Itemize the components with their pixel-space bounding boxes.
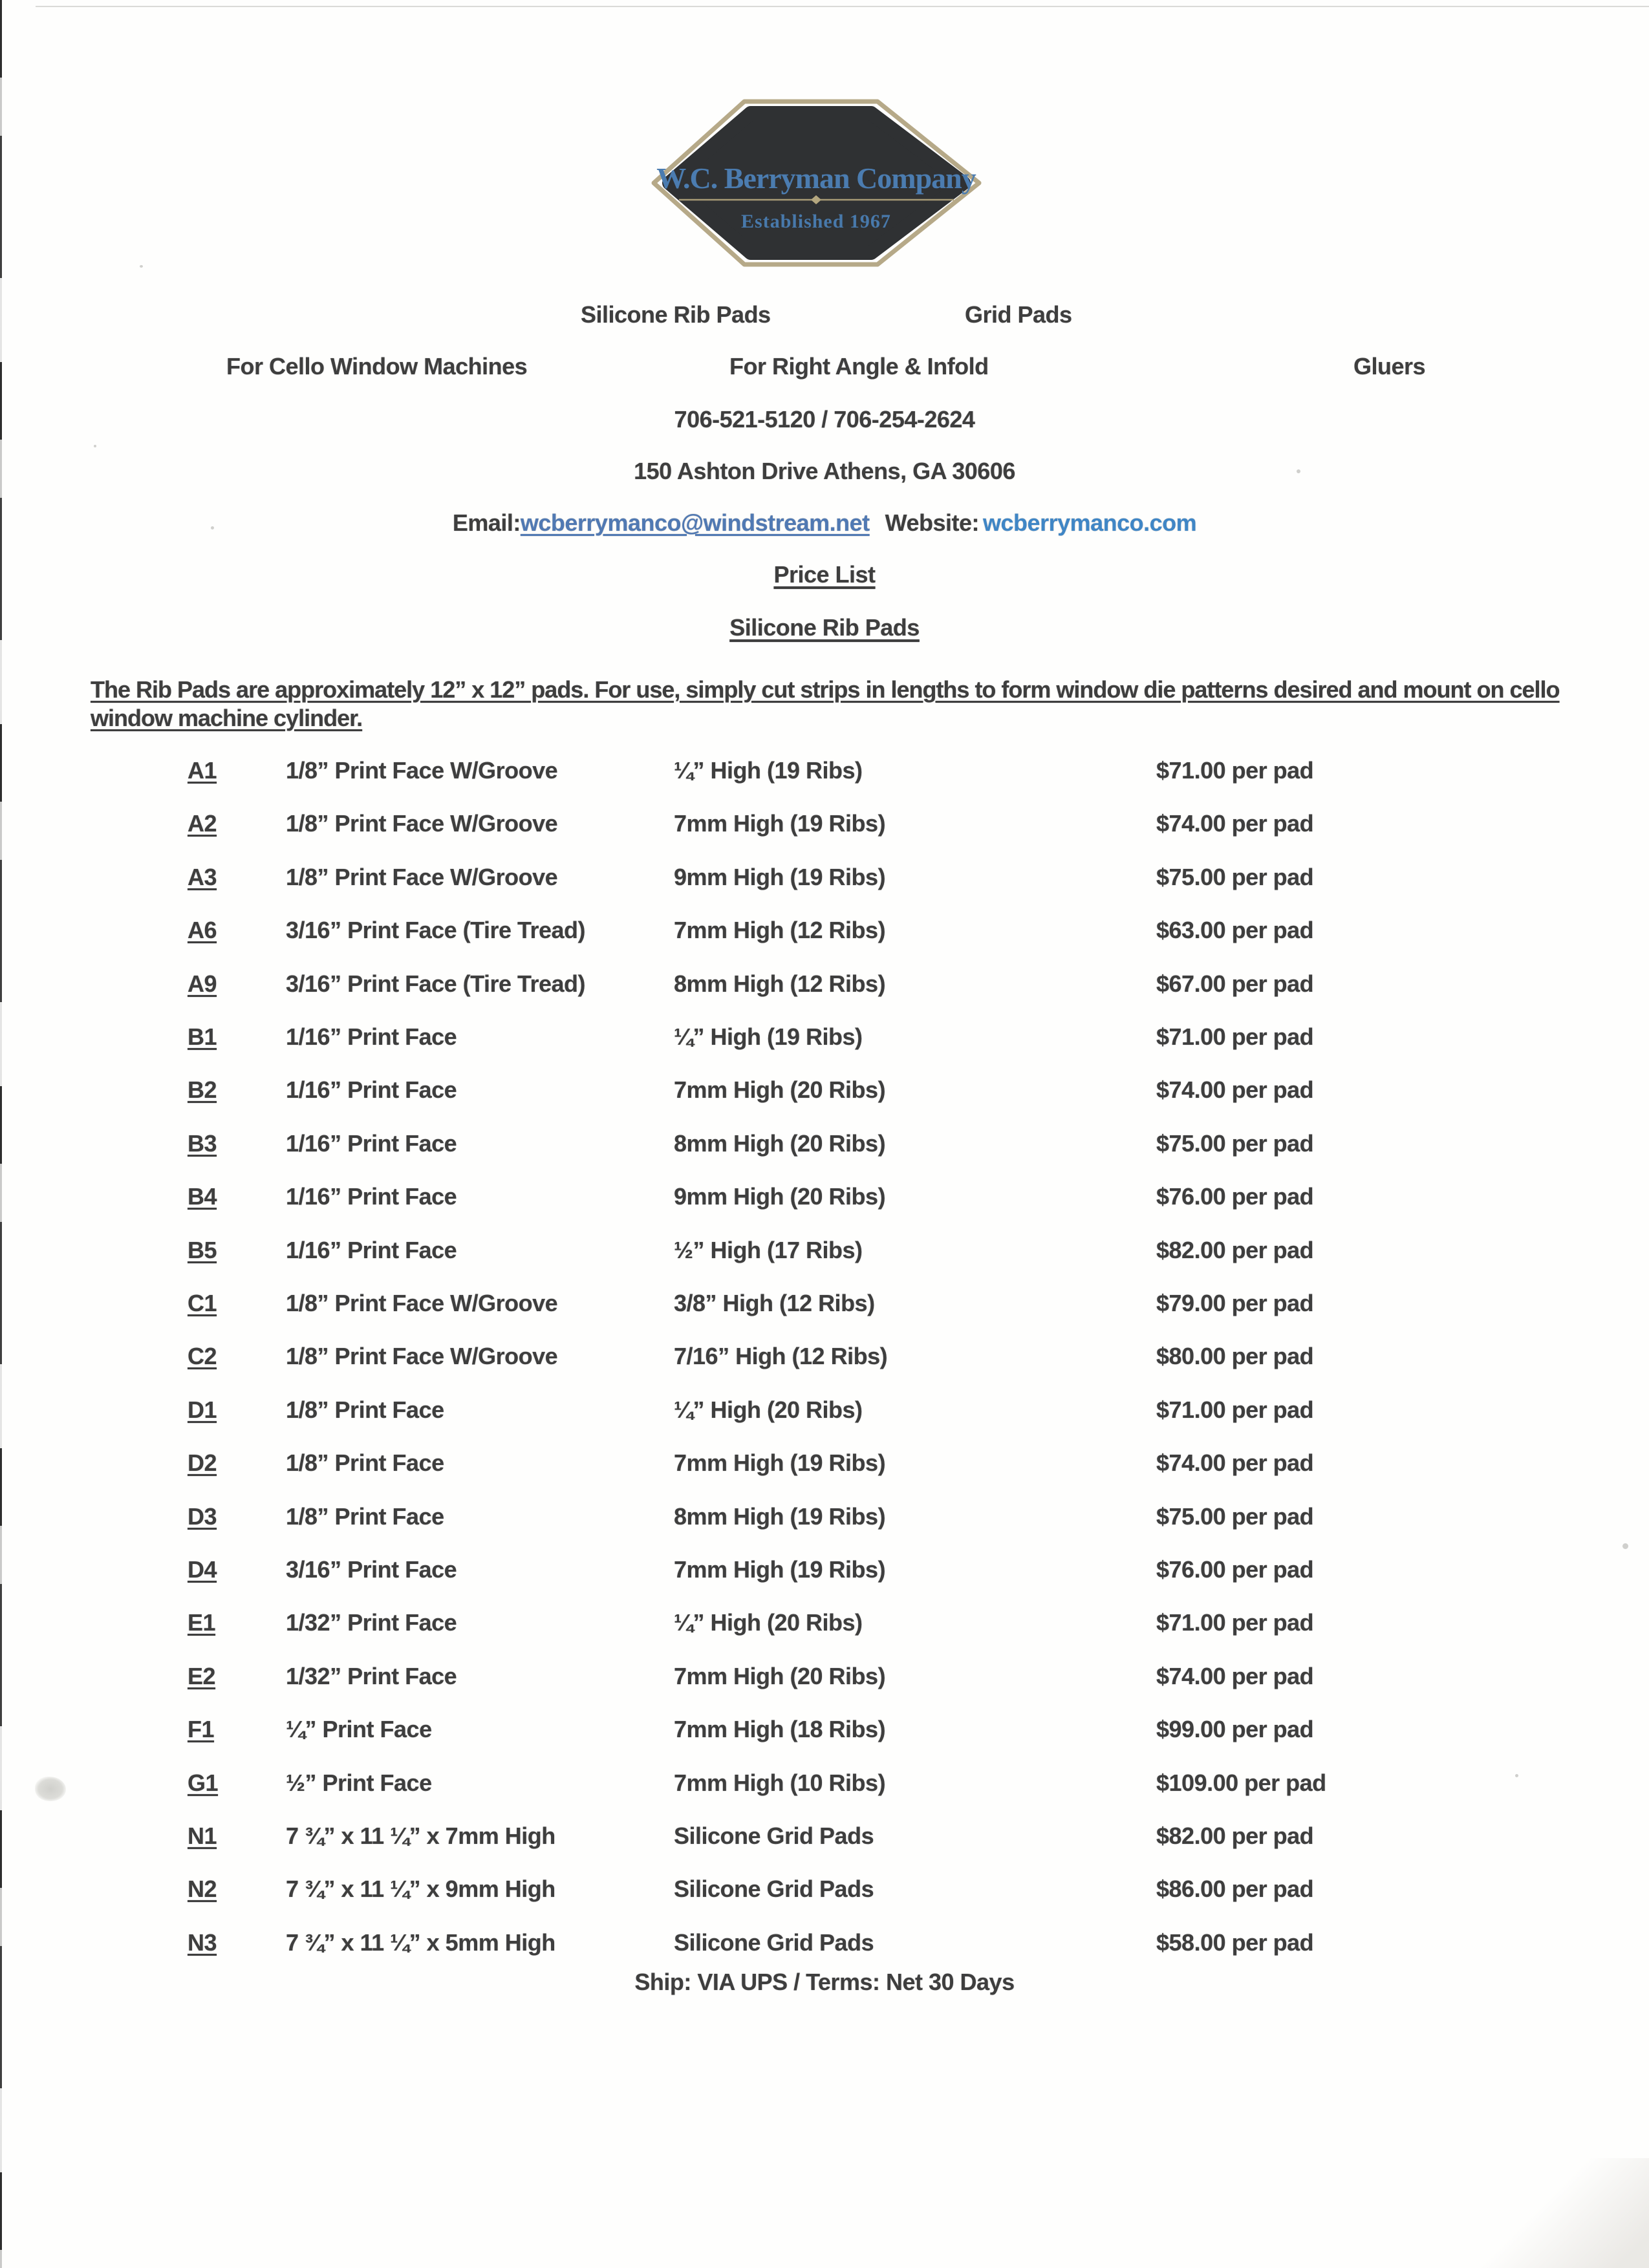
scanner-edge-top (36, 6, 1649, 7)
item-description: 1/8” Print Face (286, 1396, 444, 1423)
table-row (0, 1130, 1649, 1164)
item-price: $74.00 per pad (1156, 1663, 1314, 1689)
item-price: $67.00 per pad (1156, 970, 1314, 997)
section-heading: Silicone Rib Pads (729, 614, 920, 641)
table-row (0, 1450, 1649, 1483)
item-code: C2 (188, 1343, 217, 1369)
item-price: $74.00 per pad (1156, 810, 1314, 837)
item-code: D2 (188, 1450, 217, 1476)
table-row (0, 1396, 1649, 1430)
scan-speck (140, 265, 143, 268)
item-code: C1 (188, 1290, 217, 1316)
table-row (0, 970, 1649, 1004)
scan-speck (1622, 1543, 1628, 1549)
item-height: 9mm High (19 Ribs) (674, 864, 886, 890)
item-description: 1/16” Print Face (286, 1076, 457, 1103)
item-description: 7 ¾” x 11 ¼” x 9mm High (286, 1876, 555, 1902)
item-price: $82.00 per pad (1156, 1237, 1314, 1263)
website-label: Website: (885, 509, 980, 536)
shipping-terms: Ship: VIA UPS / Terms: Net 30 Days (634, 1969, 1015, 1995)
item-code: B3 (188, 1130, 217, 1157)
item-code: A6 (188, 917, 217, 943)
item-code: B2 (188, 1076, 217, 1103)
header-sub-left: For Cello Window Machines (226, 353, 528, 380)
item-description: 1/8” Print Face (286, 1503, 444, 1530)
item-price: $63.00 per pad (1156, 917, 1314, 943)
item-code: D3 (188, 1503, 217, 1530)
table-row (0, 1556, 1649, 1590)
header-product-left: Silicone Rib Pads (581, 301, 771, 328)
item-price: $86.00 per pad (1156, 1876, 1314, 1902)
intro-line-2: window machine cylinder. (91, 705, 363, 731)
item-description: ¼” Print Face (286, 1716, 432, 1742)
item-description: 3/16” Print Face (Tire Tread) (286, 917, 586, 943)
item-description: 7 ¾” x 11 ¼” x 7mm High (286, 1823, 555, 1849)
item-price: $71.00 per pad (1156, 1609, 1314, 1636)
item-height: ¼” High (19 Ribs) (674, 1023, 863, 1050)
item-description: 1/8” Print Face W/Groove (286, 864, 558, 890)
table-row (0, 810, 1649, 844)
item-code: B4 (188, 1183, 217, 1210)
phone-number: 706-521-5120 / 706-254-2624 (674, 406, 975, 433)
item-height: ½” High (17 Ribs) (674, 1237, 863, 1263)
item-height: ¼” High (20 Ribs) (674, 1396, 863, 1423)
item-description: 1/32” Print Face (286, 1609, 457, 1636)
item-price: $75.00 per pad (1156, 1130, 1314, 1157)
item-height: 7mm High (10 Ribs) (674, 1770, 886, 1796)
item-description: 1/8” Print Face W/Groove (286, 810, 558, 837)
item-code: E2 (188, 1663, 216, 1689)
item-code: N1 (188, 1823, 217, 1849)
item-price: $75.00 per pad (1156, 864, 1314, 890)
item-height: Silicone Grid Pads (674, 1929, 874, 1956)
intro-line-1: The Rib Pads are approximately 12” x 12” pads. For use, simply cut strips in lengths to form window die patterns desired and mount on cello (91, 676, 1560, 703)
item-height: 7mm High (20 Ribs) (674, 1663, 886, 1689)
item-description: 3/16” Print Face (286, 1556, 457, 1583)
item-height: 7mm High (18 Ribs) (674, 1716, 886, 1742)
item-price: $109.00 per pad (1156, 1770, 1326, 1796)
item-price: $71.00 per pad (1156, 757, 1314, 784)
item-code: B5 (188, 1237, 217, 1263)
item-code: A2 (188, 810, 217, 837)
item-height: 9mm High (20 Ribs) (674, 1183, 886, 1210)
email-label: Email: (452, 509, 521, 536)
item-description: 3/16” Print Face (Tire Tread) (286, 970, 586, 997)
item-code: A1 (188, 757, 217, 784)
table-row (0, 1183, 1649, 1217)
table-row (0, 917, 1649, 950)
item-height: Silicone Grid Pads (674, 1876, 874, 1902)
item-price: $74.00 per pad (1156, 1450, 1314, 1476)
header-sub-right: Gluers (1353, 353, 1426, 380)
item-code: D1 (188, 1396, 217, 1423)
item-height: ¼” High (20 Ribs) (674, 1609, 863, 1636)
item-description: 1/8” Print Face (286, 1450, 444, 1476)
table-row (0, 1076, 1649, 1110)
item-price: $71.00 per pad (1156, 1023, 1314, 1050)
item-height: 8mm High (19 Ribs) (674, 1503, 886, 1530)
item-height: 7mm High (19 Ribs) (674, 1556, 886, 1583)
item-height: 7mm High (12 Ribs) (674, 917, 886, 943)
item-price: $58.00 per pad (1156, 1929, 1314, 1956)
table-row (0, 1663, 1649, 1696)
email-link[interactable]: wcberrymanco@windstream.net (520, 509, 870, 536)
item-code: F1 (188, 1716, 215, 1742)
scan-speck (94, 445, 96, 447)
item-height: 7mm High (19 Ribs) (674, 1450, 886, 1476)
item-height: ¼” High (19 Ribs) (674, 757, 863, 784)
item-description: 1/32” Print Face (286, 1663, 457, 1689)
contact-line (0, 509, 1649, 537)
item-code: N3 (188, 1929, 217, 1956)
item-description: 1/16” Print Face (286, 1183, 457, 1210)
item-height: 7mm High (19 Ribs) (674, 810, 886, 837)
price-list-heading-wrap (0, 561, 1649, 588)
table-row (0, 1503, 1649, 1537)
scanner-corner-shade (1474, 2158, 1649, 2268)
item-description: 1/16” Print Face (286, 1237, 457, 1263)
table-row (0, 1823, 1649, 1856)
item-code: G1 (188, 1770, 219, 1796)
address: 150 Ashton Drive Athens, GA 30606 (634, 458, 1015, 484)
item-code: E1 (188, 1609, 216, 1636)
table-row (0, 1237, 1649, 1270)
item-price: $82.00 per pad (1156, 1823, 1314, 1849)
table-row (0, 1876, 1649, 1909)
item-price: $75.00 per pad (1156, 1503, 1314, 1530)
logo-established: Established 1967 (741, 211, 891, 232)
item-height: Silicone Grid Pads (674, 1823, 874, 1849)
item-code: N2 (188, 1876, 217, 1902)
item-description: 1/8” Print Face W/Groove (286, 757, 558, 784)
company-logo-badge (650, 98, 983, 268)
item-description: 1/16” Print Face (286, 1130, 457, 1157)
item-height: 3/8” High (12 Ribs) (674, 1290, 875, 1316)
price-list-heading: Price List (773, 561, 876, 588)
item-price: $76.00 per pad (1156, 1183, 1314, 1210)
item-height: 7mm High (20 Ribs) (674, 1076, 886, 1103)
website-link[interactable]: wcberrymanco.com (983, 509, 1197, 536)
item-description: 1/8” Print Face W/Groove (286, 1343, 558, 1369)
section-heading-wrap (0, 614, 1649, 641)
item-price: $76.00 per pad (1156, 1556, 1314, 1583)
item-height: 7/16” High (12 Ribs) (674, 1343, 888, 1369)
table-row (0, 1023, 1649, 1057)
item-price: $80.00 per pad (1156, 1343, 1314, 1369)
item-code: A3 (188, 864, 217, 890)
item-height: 8mm High (20 Ribs) (674, 1130, 886, 1157)
item-description: 1/8” Print Face W/Groove (286, 1290, 558, 1316)
table-row (0, 1343, 1649, 1376)
item-price: $74.00 per pad (1156, 1076, 1314, 1103)
header-product-right: Grid Pads (965, 301, 1072, 328)
item-description: 7 ¾” x 11 ¼” x 5mm High (286, 1929, 555, 1956)
table-row (0, 1716, 1649, 1749)
logo-company-name: W.C. Berryman Company (656, 162, 976, 195)
table-row (0, 1609, 1649, 1643)
table-row (0, 1770, 1649, 1803)
item-height: 8mm High (12 Ribs) (674, 970, 886, 997)
item-code: B1 (188, 1023, 217, 1050)
item-price: $79.00 per pad (1156, 1290, 1314, 1316)
item-code: A9 (188, 970, 217, 997)
item-description: ½” Print Face (286, 1770, 432, 1796)
table-row (0, 1290, 1649, 1323)
table-row (0, 864, 1649, 897)
table-row (0, 1929, 1649, 1963)
item-price: $71.00 per pad (1156, 1396, 1314, 1423)
table-row (0, 757, 1649, 791)
item-description: 1/16” Print Face (286, 1023, 457, 1050)
header-sub-center: For Right Angle & Infold (729, 353, 989, 380)
item-code: D4 (188, 1556, 217, 1583)
item-price: $99.00 per pad (1156, 1716, 1314, 1742)
